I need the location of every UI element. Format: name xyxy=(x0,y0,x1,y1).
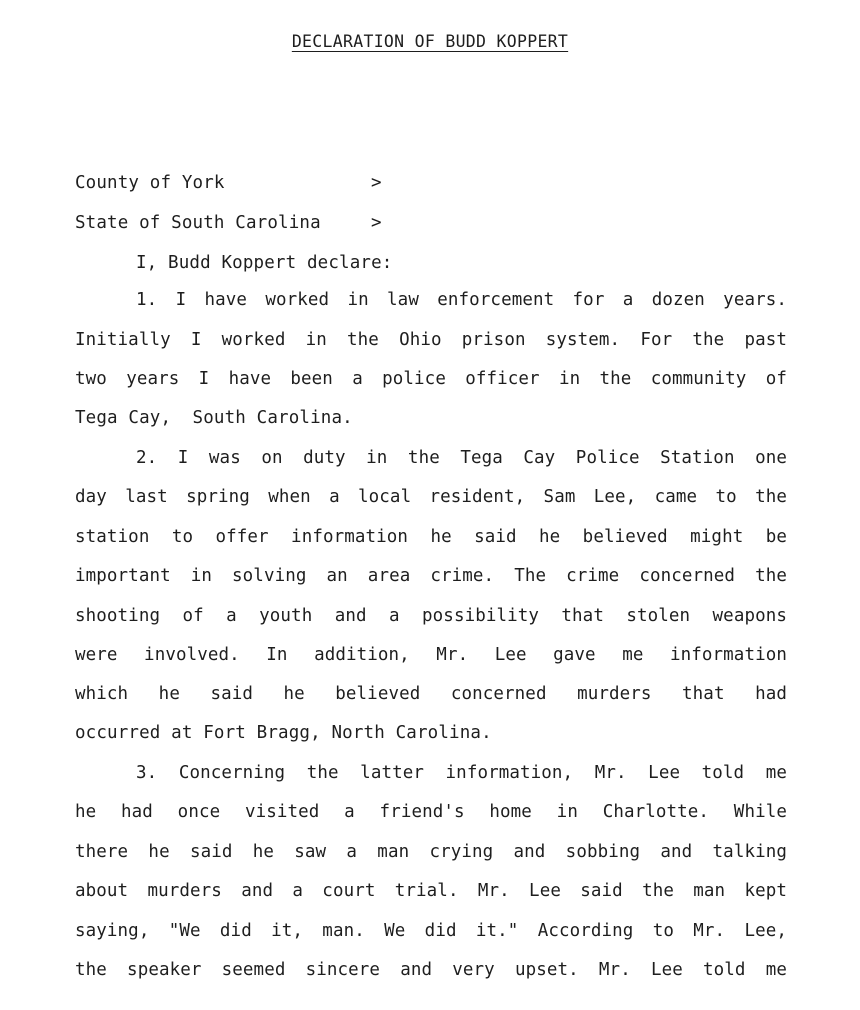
venue-state: State of South Carolina xyxy=(75,213,321,233)
document-title: DECLARATION OF BUDD KOPPERT xyxy=(291,32,569,51)
body-line: saying, "We did it, man. We did it." According to Mr. Lee, xyxy=(75,921,787,941)
body-line: he had once visited a friend's home in Charlotte. While xyxy=(75,802,787,822)
body-line: shooting of a youth and a possibility that stolen weapons xyxy=(75,606,787,626)
venue-county: County of York xyxy=(75,173,225,193)
body-line: two years I have been a police officer in the community of xyxy=(75,369,787,389)
body-line: the speaker seemed sincere and very upset. Mr. Lee told me xyxy=(75,960,787,980)
body-line: 1. I have worked in law enforcement for a dozen years. xyxy=(136,290,787,310)
body-line: 3. Concerning the latter information, Mr. Lee told me xyxy=(136,763,787,783)
declaration-opening: I, Budd Koppert declare: xyxy=(136,253,393,273)
body-line: about murders and a court trial. Mr. Lee said the man kept xyxy=(75,881,787,901)
body-line: day last spring when a local resident, Sam Lee, came to the xyxy=(75,487,787,507)
venue-bracket-state: > xyxy=(371,213,382,233)
body-line: Initially I worked in the Ohio prison system. For the past xyxy=(75,330,787,350)
body-line: station to offer information he said he believed might be xyxy=(75,527,787,547)
body-line: were involved. In addition, Mr. Lee gave me information xyxy=(75,645,787,665)
body-line: important in solving an area crime. The crime concerned the xyxy=(75,566,787,586)
body-line: occurred at Fort Bragg, North Carolina. xyxy=(75,723,492,743)
body-line: Tega Cay, South Carolina. xyxy=(75,408,353,428)
body-line: there he said he saw a man crying and sobbing and talking xyxy=(75,842,787,862)
body-line: 2. I was on duty in the Tega Cay Police Station one xyxy=(136,448,787,468)
venue-bracket-county: > xyxy=(371,173,382,193)
body-line: which he said he believed concerned murders that had xyxy=(75,684,787,704)
